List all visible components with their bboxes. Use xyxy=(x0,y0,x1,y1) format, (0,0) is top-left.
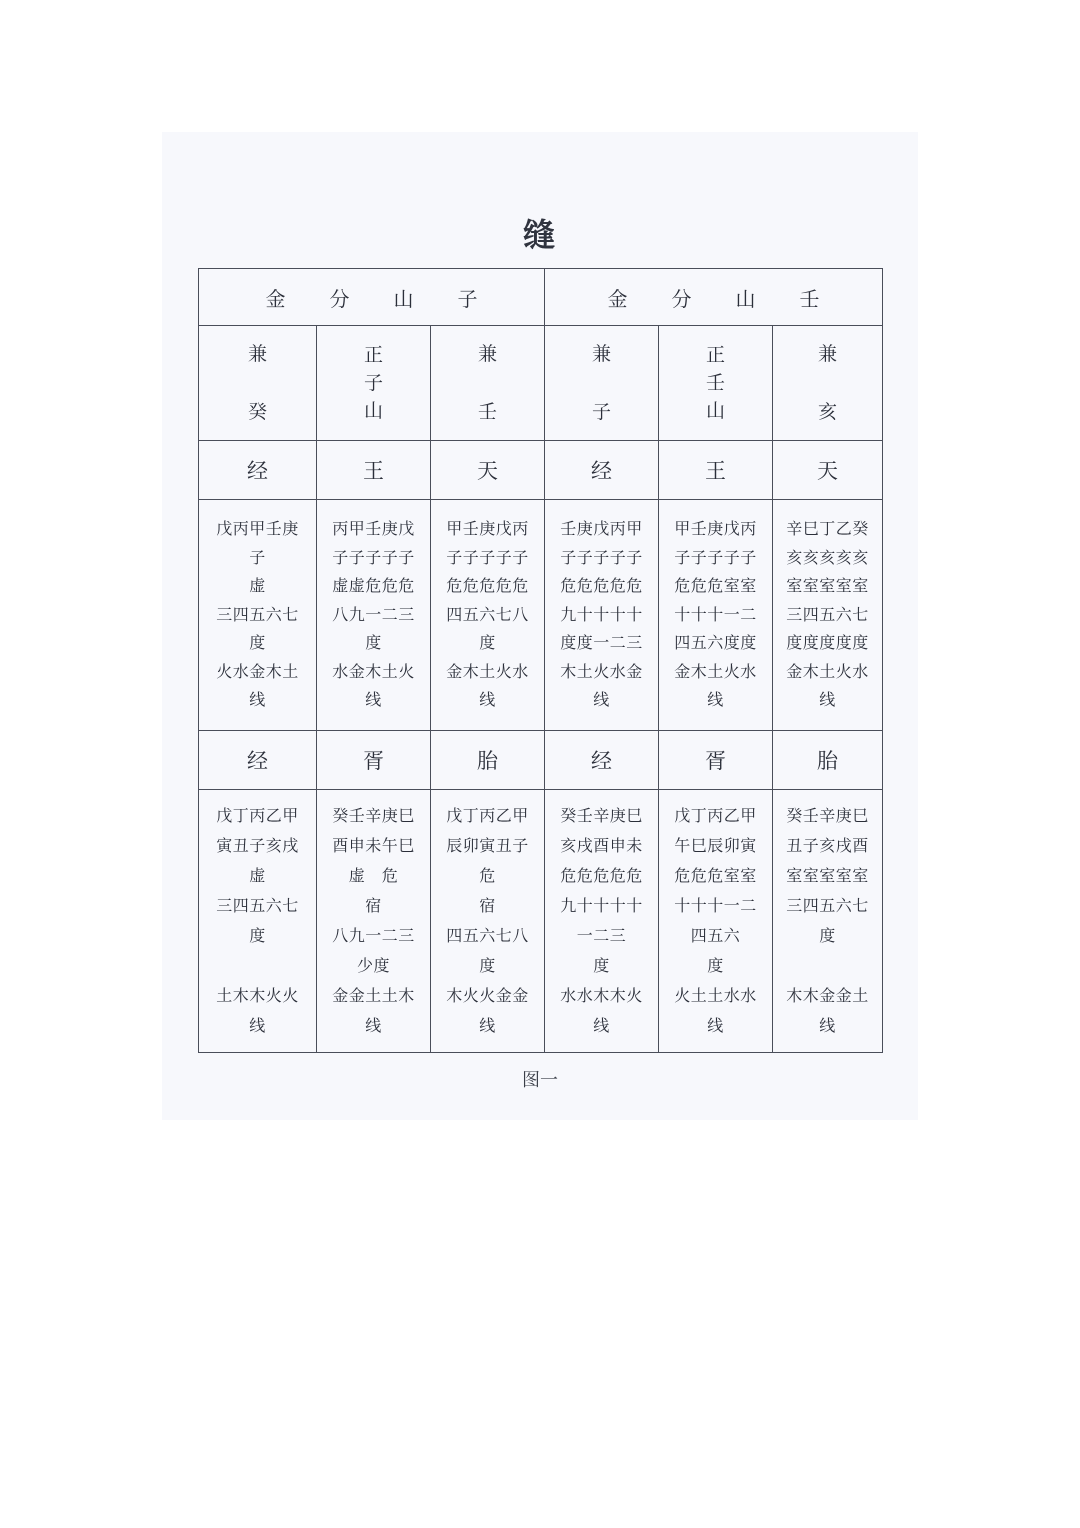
jian-bottom: 癸 xyxy=(247,401,267,423)
degree-line: 度 xyxy=(479,956,496,975)
degree-cell-2 xyxy=(431,790,545,1053)
degree-line: 火水金木土 xyxy=(216,661,299,681)
degree-line: 子 xyxy=(249,547,266,567)
degree-line: 癸壬辛庚巳 xyxy=(786,806,869,825)
jian-top: 兼 xyxy=(247,343,267,365)
degree-line: 八九一二三 xyxy=(332,926,415,945)
degree-line: 戊丙甲壬庚 xyxy=(216,519,299,539)
degree-line: 危危危危危 xyxy=(560,866,643,885)
degree-line: 宿 xyxy=(479,896,496,915)
degree-line: 度 xyxy=(249,926,266,945)
degree-line: 土木木火火 xyxy=(216,986,299,1005)
degree-line: 辰卯寅丑子 xyxy=(446,836,529,855)
degree-lines xyxy=(431,801,544,1041)
degree-line: 度 xyxy=(593,956,610,975)
degree-line: 四五六七八 xyxy=(446,604,529,624)
degree-line: 亥戌酉申未 xyxy=(560,836,643,855)
degree-line: 丙甲壬庚戊 xyxy=(332,519,415,539)
degree-cell-1 xyxy=(317,500,431,731)
label-row-2 xyxy=(199,731,883,790)
header-row xyxy=(199,269,883,326)
degree-line: 四五六度度 xyxy=(674,633,757,653)
degree-cell-2 xyxy=(659,790,773,1053)
degree-line: 三四五六七 xyxy=(786,896,869,915)
degree-cell-1 xyxy=(773,500,883,731)
degree-line: 度 xyxy=(365,633,382,653)
degree-line: 甲壬庚戊丙 xyxy=(446,519,529,539)
degree-cell-2 xyxy=(199,790,317,1053)
degree-line: 危危危室室 xyxy=(674,576,757,596)
label-cell-2: 胎 xyxy=(773,731,883,790)
figure-caption: 图一 xyxy=(522,1070,558,1091)
degree-line: 三四五六七 xyxy=(216,604,299,624)
degree-line: 度 xyxy=(249,633,266,653)
degree-cell-1 xyxy=(545,500,659,731)
degree-line: 三四五六七 xyxy=(216,896,299,915)
degree-line: 危危危危危 xyxy=(560,576,643,596)
jian-row xyxy=(199,326,883,441)
jian-bottom: 山 xyxy=(705,400,725,422)
degree-lines xyxy=(199,801,316,1041)
degree-line: 酉申未午巳 xyxy=(332,836,415,855)
degree-line: 线 xyxy=(249,690,266,710)
degree-lines xyxy=(317,515,430,715)
jian-cell xyxy=(317,326,431,441)
degree-line: 火土土水水 xyxy=(674,986,757,1005)
jian-middle: 子 xyxy=(363,372,383,394)
jian-top: 兼 xyxy=(591,343,611,365)
degree-line: 线 xyxy=(819,1016,836,1035)
degree-line: 危危危室室 xyxy=(674,866,757,885)
degree-line: 壬庚戊丙甲 xyxy=(560,519,643,539)
degree-line: 度 xyxy=(707,956,724,975)
jian-top: 正 xyxy=(363,344,383,366)
degree-line: 水水木木火 xyxy=(560,986,643,1005)
degree-line: 室室室室室 xyxy=(786,866,869,885)
degree-line: 室室室室室 xyxy=(786,576,869,596)
jian-cell xyxy=(199,326,317,441)
degree-line: 十十十一二 xyxy=(674,896,757,915)
degree-line: 戊丁丙乙甲 xyxy=(446,806,529,825)
degree-line: 度 xyxy=(479,633,496,653)
jian-top: 正 xyxy=(705,344,725,366)
label-cell-1: 经 xyxy=(545,441,659,500)
degree-cell-1 xyxy=(431,500,545,731)
degree-line: 线 xyxy=(819,690,836,710)
degree-line: 金木土火水 xyxy=(674,661,757,681)
label-cell-2: 经 xyxy=(199,731,317,790)
degree-line: 九十十十十 xyxy=(560,604,643,624)
jian-cell xyxy=(659,326,773,441)
degree-line: 子子子子子 xyxy=(674,547,757,567)
label-cell-1: 王 xyxy=(317,441,431,500)
degree-line xyxy=(773,951,882,981)
degree-line: 午巳辰卯寅 xyxy=(674,836,757,855)
degree-line: 线 xyxy=(365,690,382,710)
jian-cell-stack xyxy=(431,326,544,440)
jian-cell-stack xyxy=(317,326,430,440)
degree-line: 戊丁丙乙甲 xyxy=(216,806,299,825)
jian-bottom: 壬 xyxy=(477,401,497,423)
degree-line: 甲壬庚戊丙 xyxy=(674,519,757,539)
luopan-table xyxy=(198,268,883,1053)
degree-line: 度度度度度 xyxy=(786,633,869,653)
degree-line: 虚 xyxy=(249,576,266,596)
degree-line xyxy=(199,951,316,981)
degree-line: 四五六 xyxy=(690,926,741,945)
jian-cell-stack xyxy=(659,326,772,440)
degree-line: 癸壬辛庚巳 xyxy=(560,806,643,825)
page-title: 缝 xyxy=(522,216,557,254)
degree-line: 金木土火水 xyxy=(786,661,869,681)
header-right: 金分山壬 xyxy=(545,269,883,326)
degree-row-1 xyxy=(199,500,883,731)
label-row-1 xyxy=(199,441,883,500)
degree-line: 木火火金金 xyxy=(446,986,529,1005)
label-cell-2: 胎 xyxy=(431,731,545,790)
degree-line: 八九一二三 xyxy=(332,604,415,624)
degree-line: 丑子亥戌酉 xyxy=(786,836,869,855)
degree-line: 戊丁丙乙甲 xyxy=(674,806,757,825)
degree-line: 十十十一二 xyxy=(674,604,757,624)
degree-line: 虚 危 xyxy=(348,866,399,885)
degree-line: 线 xyxy=(593,1016,610,1035)
degree-line: 危危危危危 xyxy=(446,576,529,596)
label-cell-1: 王 xyxy=(659,441,773,500)
jian-cell-stack xyxy=(773,326,882,440)
degree-line: 度度一二三 xyxy=(560,633,643,653)
jian-top: 兼 xyxy=(817,343,837,365)
degree-cell-1 xyxy=(659,500,773,731)
degree-line: 亥亥亥亥亥 xyxy=(786,547,869,567)
degree-line: 度 xyxy=(819,926,836,945)
label-cell-1: 天 xyxy=(431,441,545,500)
label-cell-2: 胥 xyxy=(659,731,773,790)
degree-lines xyxy=(545,515,658,715)
degree-line: 线 xyxy=(365,1016,382,1035)
degree-line: 虚 xyxy=(249,866,266,885)
degree-line: 线 xyxy=(707,690,724,710)
degree-line: 子子子子子 xyxy=(332,547,415,567)
degree-lines xyxy=(773,515,882,715)
jian-cell xyxy=(773,326,883,441)
jian-cell-stack xyxy=(199,326,316,440)
header-left: 金分山子 xyxy=(199,269,545,326)
degree-line: 辛巳丁乙癸 xyxy=(786,519,869,539)
degree-line: 金木土火水 xyxy=(446,661,529,681)
jian-bottom: 亥 xyxy=(817,401,837,423)
degree-row-2 xyxy=(199,790,883,1053)
degree-line: 危 xyxy=(479,866,496,885)
degree-line: 水金木土火 xyxy=(332,661,415,681)
degree-lines xyxy=(317,801,430,1041)
degree-line: 寅丑子亥戌 xyxy=(216,836,299,855)
jian-cell xyxy=(545,326,659,441)
degree-line: 木土火水金 xyxy=(560,661,643,681)
degree-line: 癸壬辛庚巳 xyxy=(332,806,415,825)
degree-line: 线 xyxy=(479,690,496,710)
jian-top: 兼 xyxy=(477,343,497,365)
jian-middle: 壬 xyxy=(705,372,725,394)
degree-line: 线 xyxy=(593,690,610,710)
degree-lines xyxy=(773,801,882,1041)
degree-line: 线 xyxy=(479,1016,496,1035)
jian-bottom: 山 xyxy=(363,400,383,422)
label-cell-2: 胥 xyxy=(317,731,431,790)
degree-line: 木木金金土 xyxy=(786,986,869,1005)
degree-cell-1 xyxy=(199,500,317,731)
degree-line: 线 xyxy=(707,1016,724,1035)
degree-lines xyxy=(431,515,544,715)
label-cell-1: 天 xyxy=(773,441,883,500)
degree-lines xyxy=(659,801,772,1041)
degree-line: 三四五六七 xyxy=(786,604,869,624)
degree-line: 九十十十十 xyxy=(560,896,643,915)
degree-cell-2 xyxy=(545,790,659,1053)
jian-bottom: 子 xyxy=(591,401,611,423)
degree-cell-2 xyxy=(773,790,883,1053)
degree-line: 虚虚危危危 xyxy=(332,576,415,596)
degree-line: 子子子子子 xyxy=(560,547,643,567)
jian-cell-stack xyxy=(545,326,658,440)
degree-line: 线 xyxy=(249,1016,266,1035)
degree-line: 宿 xyxy=(365,896,382,915)
jian-cell xyxy=(431,326,545,441)
degree-cell-2 xyxy=(317,790,431,1053)
degree-line: 四五六七八 xyxy=(446,926,529,945)
degree-line: 子子子子子 xyxy=(446,547,529,567)
degree-line: 一二三 xyxy=(576,926,627,945)
degree-lines xyxy=(659,515,772,715)
label-cell-2: 经 xyxy=(545,731,659,790)
degree-line: 金金土土木 xyxy=(332,986,415,1005)
degree-line: 少度 xyxy=(356,956,390,975)
degree-lines xyxy=(545,801,658,1041)
degree-lines xyxy=(199,515,316,715)
label-cell-1: 经 xyxy=(199,441,317,500)
